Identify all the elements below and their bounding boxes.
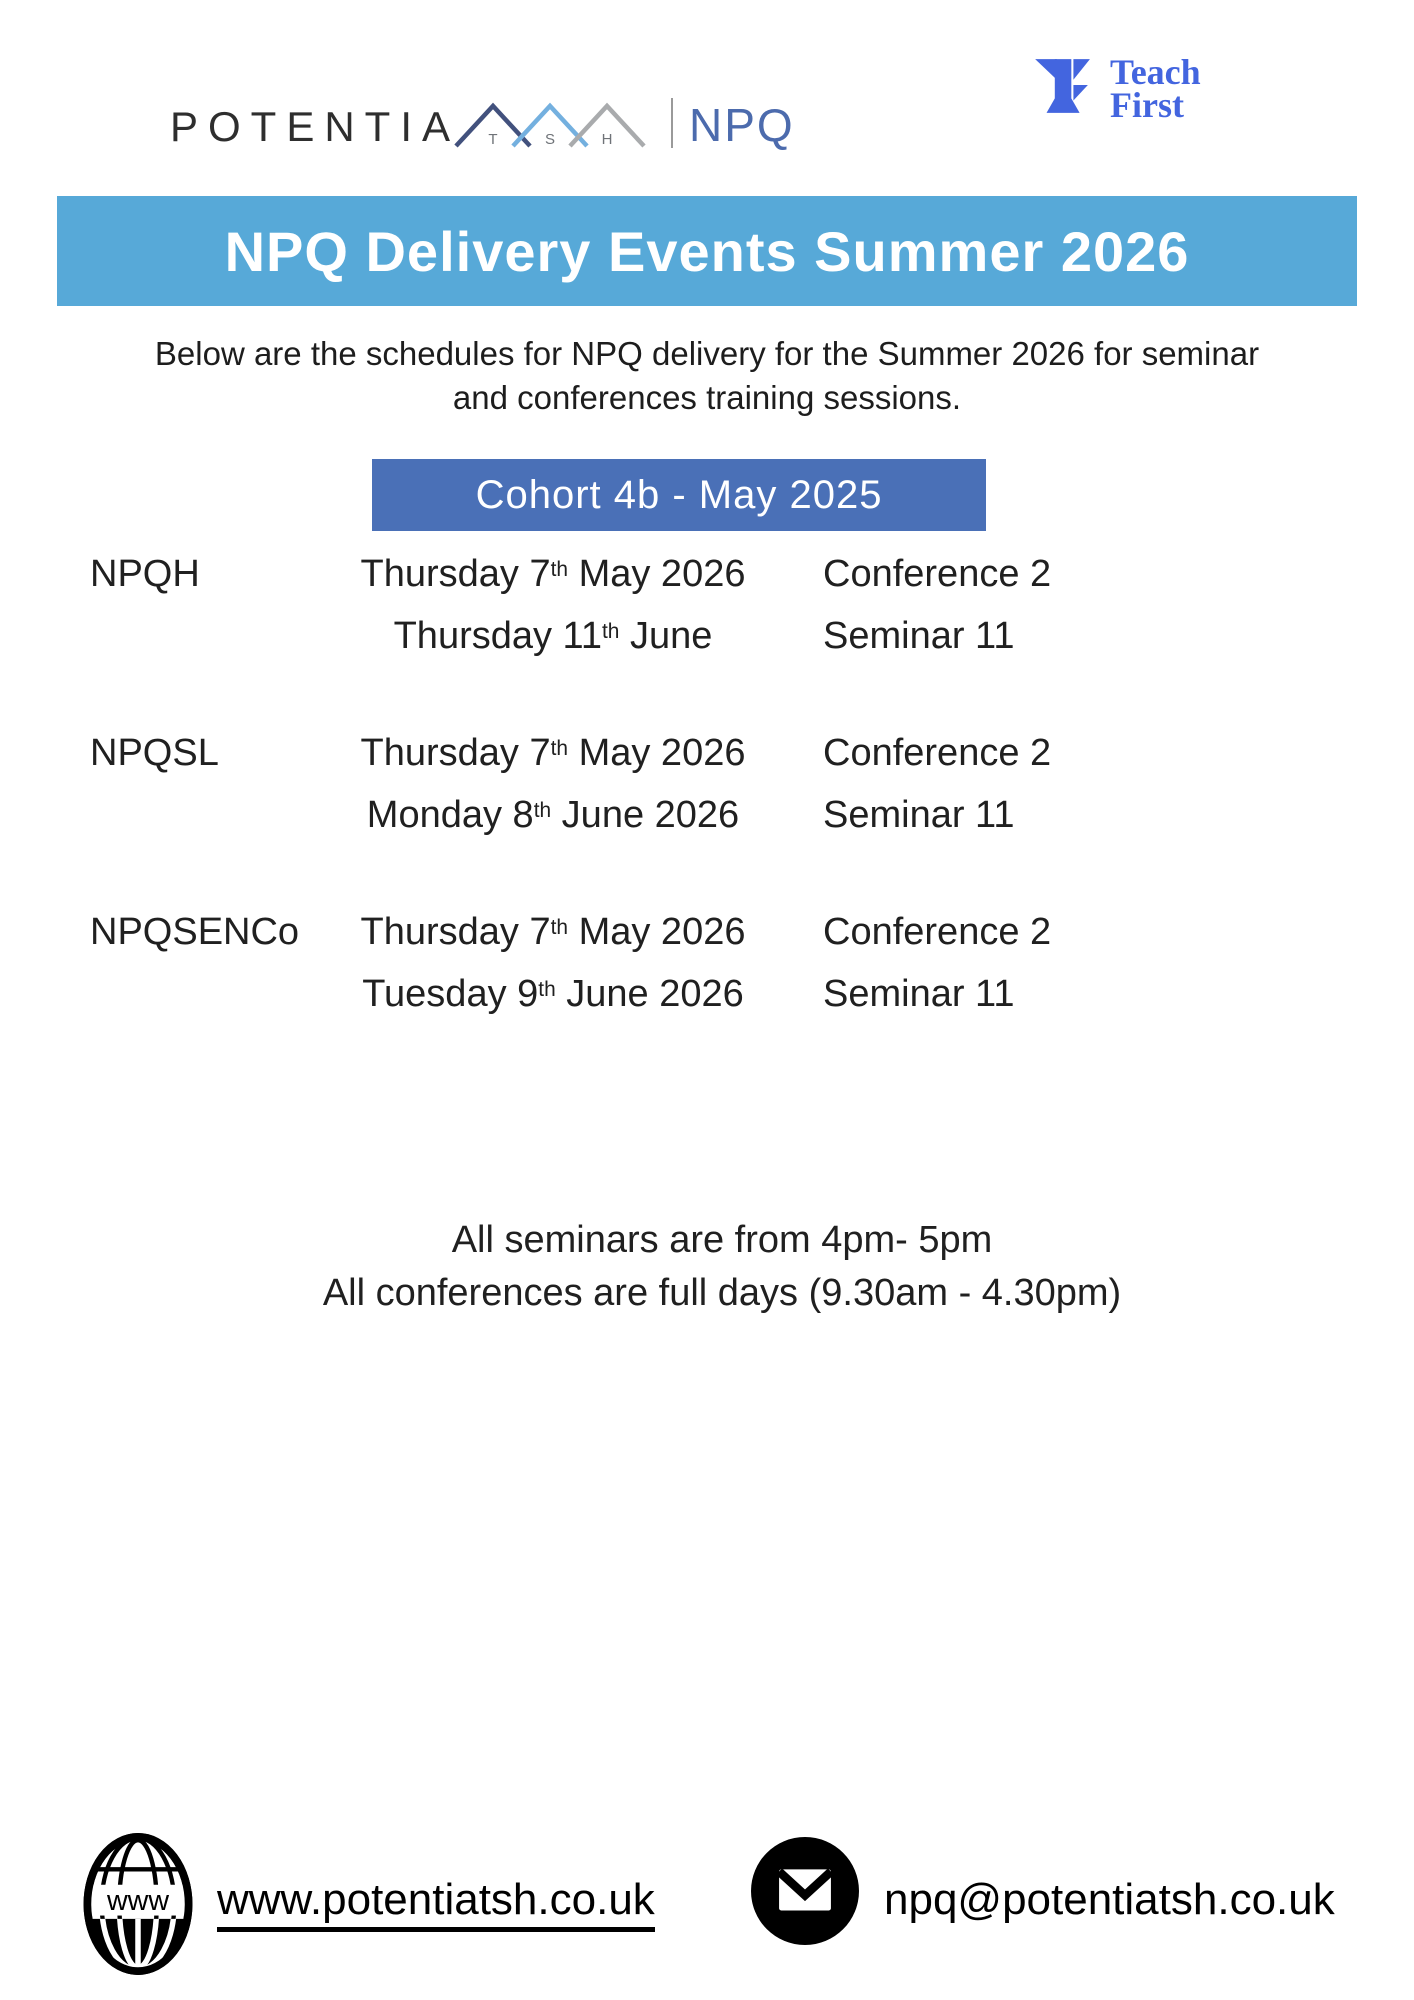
date-ordinal: th bbox=[550, 736, 569, 760]
session-date bbox=[328, 966, 778, 1028]
date-text: May 2026 bbox=[568, 911, 746, 953]
peak-letter-h: H bbox=[601, 131, 613, 148]
intro-paragraph bbox=[0, 332, 1414, 420]
teach-first-name bbox=[1110, 52, 1201, 125]
teach-first-monogram-icon bbox=[1030, 52, 1092, 120]
website-link[interactable]: www.potentiatsh.co.uk bbox=[217, 1876, 655, 1932]
session-event: Seminar 11 bbox=[823, 794, 1015, 836]
date-text: Thursday 11 bbox=[393, 615, 602, 657]
globe-www-label: www bbox=[107, 1885, 169, 1918]
date-ordinal: th bbox=[550, 915, 569, 939]
cohort-label: Cohort 4b - May 2025 bbox=[475, 472, 883, 517]
conference-timing-note: All conferences are full days (9.30am - 4.30pm) bbox=[322, 1272, 1122, 1314]
session-date bbox=[328, 904, 778, 966]
date-text: Thursday 7 bbox=[360, 911, 551, 953]
qualification-label: NPQSENCo bbox=[90, 911, 300, 953]
session-date bbox=[328, 725, 778, 787]
date-text: May 2026 bbox=[568, 732, 746, 774]
session-event: Conference 2 bbox=[823, 732, 1052, 774]
page-title: NPQ Delivery Events Summer 2026 bbox=[224, 219, 1190, 283]
potentia-logo bbox=[170, 98, 795, 151]
logo-divider bbox=[671, 98, 673, 148]
date-text: June 2026 bbox=[551, 794, 740, 836]
globe-www-icon bbox=[83, 1833, 193, 1975]
date-text: May 2026 bbox=[568, 553, 746, 595]
session-date bbox=[328, 546, 778, 608]
teach-first-logo bbox=[1030, 52, 1201, 125]
peak-letter-s: S bbox=[545, 131, 556, 148]
date-ordinal: th bbox=[533, 798, 552, 822]
email-icon bbox=[751, 1837, 859, 1945]
qualification-label: NPQH bbox=[90, 553, 200, 595]
date-ordinal: th bbox=[602, 619, 620, 643]
date-text: Tuesday 9 bbox=[362, 973, 539, 1015]
session-event: Conference 2 bbox=[823, 553, 1052, 595]
qualification-label: NPQSL bbox=[90, 732, 219, 774]
date-text: June bbox=[619, 615, 713, 657]
session-event: Seminar 11 bbox=[823, 615, 1015, 657]
session-date bbox=[328, 787, 778, 849]
potentia-wordmark: POTENTIA bbox=[170, 103, 461, 150]
date-text: Thursday 7 bbox=[360, 553, 551, 595]
teach-first-line2: First bbox=[1110, 85, 1184, 125]
session-event: Conference 2 bbox=[823, 911, 1052, 953]
cohort-heading bbox=[372, 459, 986, 531]
date-text: June 2026 bbox=[555, 973, 744, 1015]
date-ordinal: th bbox=[538, 977, 556, 1001]
title-banner bbox=[57, 196, 1357, 306]
intro-line2: and conferences training sessions. bbox=[452, 379, 962, 416]
peak-letter-t: T bbox=[488, 131, 498, 148]
timing-notes bbox=[15, 1214, 1414, 1320]
seminar-timing-note: All seminars are from 4pm- 5pm bbox=[451, 1219, 993, 1261]
teach-first-line1: Teach bbox=[1110, 52, 1201, 92]
email-address: npq@potentiatsh.co.uk bbox=[884, 1875, 1335, 1924]
schedule-block-npqsenco bbox=[90, 904, 1414, 1028]
date-ordinal: th bbox=[550, 557, 569, 581]
potentia-npq-label: NPQ bbox=[689, 99, 795, 151]
schedule-block-npqh bbox=[90, 546, 1414, 670]
session-date bbox=[328, 608, 778, 670]
schedule-table bbox=[0, 546, 1414, 1083]
schedule-block-npqsl bbox=[90, 725, 1414, 849]
date-text: Thursday 7 bbox=[360, 732, 551, 774]
intro-line1: Below are the schedules for NPQ delivery for the Summer 2026 for seminar bbox=[154, 335, 1260, 372]
date-text: Monday 8 bbox=[366, 794, 534, 836]
mountains-icon bbox=[454, 100, 649, 148]
session-event: Seminar 11 bbox=[823, 973, 1015, 1015]
